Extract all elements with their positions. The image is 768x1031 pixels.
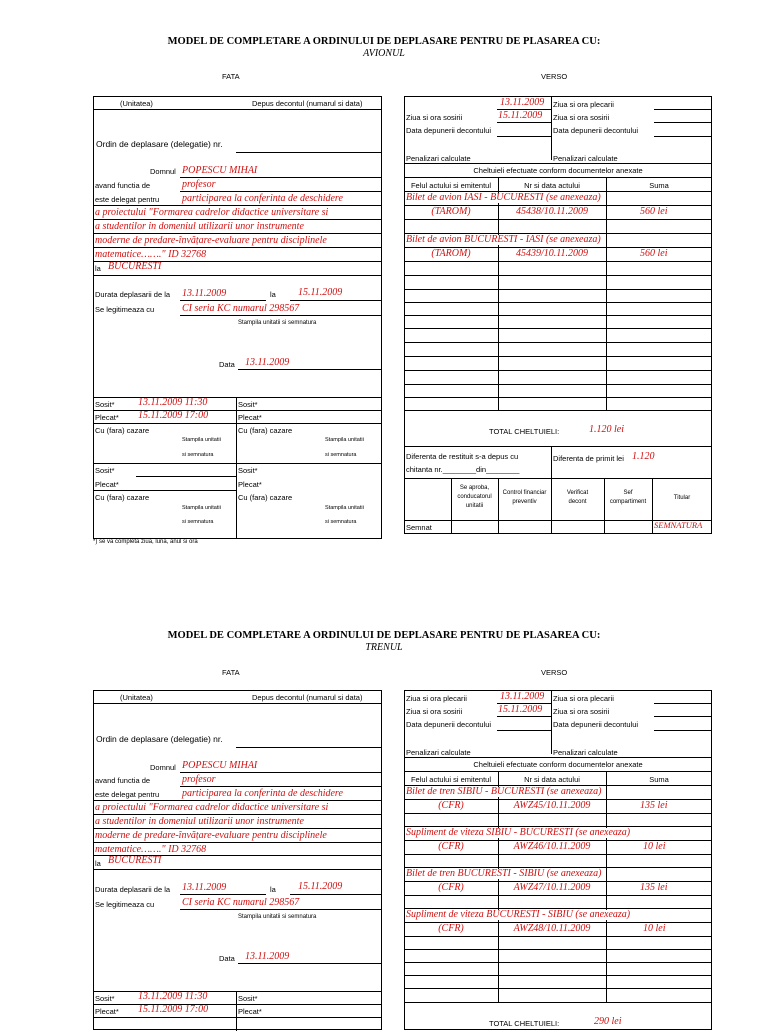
ordin-label: Ordin de deplasare (delegatie) nr. — [96, 734, 223, 744]
titular-cell: Titular — [673, 495, 691, 501]
stampila-small: Stampila unitatii — [182, 505, 221, 511]
fata-heading: FATA — [222, 668, 240, 677]
plecat-label: Plecat* — [95, 413, 119, 422]
domnul-value: POPESCU MIHAI — [182, 165, 258, 176]
penalizari-label: Penalizari calculate — [406, 154, 471, 163]
entry-desc: Bilet de avion IASI - BUCURESTI (se anexeaza) — [406, 193, 605, 203]
plecare-value: 13.11.2009 — [500, 97, 545, 108]
cheltuieli-header: Cheltuieli efectuate conform documentelor anexate — [473, 166, 643, 175]
penalizari-label: Penalizari calculate — [553, 154, 618, 163]
semnatura-value: SEMNATURA — [654, 520, 703, 530]
de-la-value: 13.11.2009 — [182, 882, 227, 893]
aprobare-cell: Se aproba, conducatorul unitatii — [457, 485, 492, 509]
col-suma: Suma — [649, 775, 669, 784]
entry-nr: AWZ48/10.11.2009 — [513, 923, 591, 934]
sosit-label: Sosit* — [95, 466, 115, 475]
ziua-sosirii-label: Ziua si ora sosirii — [553, 113, 610, 122]
entry-suma: 10 lei — [643, 923, 666, 934]
section-title: MODEL DE COMPLETARE A ORDINULUI DE DEPLASARE PENTRU DE PLASAREA CU: — [167, 630, 601, 641]
entry-nr: 45439/10.11.2009 — [515, 248, 589, 259]
de-la-value: 13.11.2009 — [182, 288, 227, 299]
functia-value: profesor — [182, 774, 216, 785]
chitanta: chitanta nr.________din________ — [406, 465, 520, 474]
penalizari-label: Penalizari calculate — [553, 748, 618, 757]
stampila-small: Stampila unitatii — [325, 437, 364, 443]
scop-line: a studentilor in domeniul utilizarii unor instrumente — [95, 221, 304, 232]
domnul-label: Domnul — [150, 763, 176, 772]
fata-heading: FATA — [222, 72, 240, 81]
cazare-label: Cu (fara) cazare — [95, 426, 150, 435]
plecat-label: Plecat* — [95, 1007, 119, 1016]
verso-heading: VERSO — [541, 72, 568, 81]
data-depunerii-label: Data depunerii decontului — [553, 720, 639, 729]
unitatea-label: (Unitatea) — [120, 693, 153, 702]
sosit-label: Sosit* — [95, 994, 115, 1003]
stampila-small: Stampila unitatii — [325, 505, 364, 511]
sosire-value: 15.11.2009 — [498, 110, 543, 121]
plecat-value: 15.11.2009 17:00 — [138, 1004, 209, 1015]
durata-label: Durata deplasarii de la — [95, 290, 171, 299]
entry-suma: 135 lei — [640, 882, 668, 893]
col-nr-data: Nr si data actului — [524, 775, 580, 784]
legitimatie-value: CI seria KC numarul 298567 — [182, 897, 300, 908]
entry-nr: 45438/10.11.2009 — [515, 206, 589, 217]
destinatie-value: BUCURESTI — [108, 261, 162, 272]
data-depunerii-label: Data depunerii decontului — [406, 126, 492, 135]
diferenta-primit: Diferenta de primit lei — [553, 454, 624, 463]
sosit-label: Sosit* — [238, 400, 258, 409]
domnul-label: Domnul — [150, 167, 176, 176]
diferenta-restituit: Diferenta de restituit s-a depus cu — [406, 452, 519, 461]
entry-emitent: (CFR) — [438, 800, 464, 811]
data-label: Data — [219, 360, 235, 369]
entry-suma: 10 lei — [643, 841, 666, 852]
stampila-small: si semnatura — [182, 519, 214, 525]
ziua-plecarii-label: Ziua si ora plecarii — [406, 694, 467, 703]
data-value: 13.11.2009 — [245, 357, 290, 368]
entry-desc: Bilet de tren BUCURESTI - SIBIU (se anexeaza) — [406, 869, 605, 879]
cheltuieli-header: Cheltuieli efectuate conform documentelor anexate — [473, 760, 643, 769]
entry-emitent: (CFR) — [438, 841, 464, 852]
entry-emitent: (CFR) — [438, 882, 464, 893]
entry-suma: 560 lei — [640, 206, 668, 217]
sosit-label: Sosit* — [238, 466, 258, 475]
cazare-label: Cu (fara) cazare — [95, 493, 150, 502]
sosit-value: 13.11.2009 11:30 — [138, 397, 208, 408]
section-title: MODEL DE COMPLETARE A ORDINULUI DE DEPLASARE PENTRU DE PLASAREA CU: — [167, 36, 601, 47]
scop-line: moderne de predare-învățare-evaluare pentru disciplinele — [95, 235, 327, 246]
stampila-small: Stampila unitatii — [182, 437, 221, 443]
pana-la-value: 15.11.2009 — [298, 881, 343, 892]
entry-desc: Supliment de viteza BUCURESTI - SIBIU (se anexeaza) — [406, 910, 634, 920]
cazare-label: Cu (fara) cazare — [238, 493, 293, 502]
scop-line: participarea la conferinta de deschidere — [182, 788, 343, 799]
stampila-small: si semnatura — [325, 452, 357, 458]
sef-cell: Sef compartiment — [609, 490, 647, 505]
col-felul: Felul actului si emitentul — [410, 775, 492, 784]
plecat-label: Plecat* — [238, 413, 262, 422]
entry-nr: AWZ47/10.11.2009 — [513, 882, 591, 893]
plecat-label: Plecat* — [238, 480, 262, 489]
sosit-value: 13.11.2009 11:30 — [138, 991, 208, 1002]
col-nr-data: Nr si data actului — [524, 181, 580, 190]
entry-emitent: (CFR) — [438, 923, 464, 934]
scop-line: a studentilor in domeniul utilizarii unor instrumente — [95, 816, 304, 827]
semnat-label: Semnat — [406, 523, 432, 532]
depus-label: Depus decontul (numarul si data) — [252, 99, 363, 108]
entry-nr: AWZ46/10.11.2009 — [513, 841, 591, 852]
verso-form — [404, 690, 712, 1030]
ziua-sosirii-label: Ziua si ora sosirii — [553, 707, 610, 716]
section-subtitle: AVIONUL — [363, 48, 405, 59]
functia-value: profesor — [182, 179, 216, 190]
entry-suma: 135 lei — [640, 800, 668, 811]
legitimeaza-label: Se legitimeaza cu — [95, 305, 155, 314]
scop-line: participarea la conferinta de deschidere — [182, 193, 343, 204]
delegat-label: este delegat pentru — [95, 195, 160, 204]
col-felul: Felul actului si emitentul — [410, 181, 492, 190]
ziua-plecarii-label: Ziua si ora plecarii — [553, 100, 614, 109]
section-subtitle: TRENUL — [365, 642, 403, 653]
ziua-sosirii-label: Ziua si ora sosirii — [406, 113, 463, 122]
verificat-cell: Verificat decont — [566, 490, 589, 505]
functia-label: avand functia de — [95, 776, 151, 785]
sosit-label: Sosit* — [238, 994, 258, 1003]
verso-heading: VERSO — [541, 668, 568, 677]
la-label: la — [95, 264, 101, 273]
stampila-small: si semnatura — [325, 519, 357, 525]
la-label: la — [95, 859, 101, 868]
pana-la-value: 15.11.2009 — [298, 287, 343, 298]
scop-line: a proiectului "Formarea cadrelor didactice universitare si — [95, 802, 329, 813]
stampila-label: Stampila unitatii si semnatura — [238, 320, 317, 326]
footnote: *) se va completa ziua, luna, anul si ora — [93, 539, 198, 545]
la-label-2: la — [270, 290, 276, 299]
legitimatie-value: CI seria KC numarul 298567 — [182, 303, 300, 314]
entry-desc: Bilet de tren SIBIU - BUCURESTI (se anexeaza) — [406, 787, 605, 797]
data-depunerii-label: Data depunerii decontului — [553, 126, 639, 135]
scop-line: matematice……." ID 32768 — [95, 249, 207, 260]
legitimeaza-label: Se legitimeaza cu — [95, 900, 155, 909]
scop-line: a proiectului "Formarea cadrelor didactice universitare si — [95, 207, 329, 218]
data-label: Data — [219, 954, 235, 963]
plecat-label: Plecat* — [95, 480, 119, 489]
ziua-plecarii-label: Ziua si ora plecarii — [553, 694, 614, 703]
total-value: 1.120 lei — [589, 424, 624, 435]
entry-emitent: (TAROM) — [431, 206, 471, 217]
entry-desc: Supliment de viteza SIBIU - BUCURESTI (se anexeaza) — [406, 828, 634, 838]
cazare-label: Cu (fara) cazare — [238, 426, 293, 435]
total-label: TOTAL CHELTUIELI: — [489, 1019, 560, 1028]
scop-line: moderne de predare-învățare-evaluare pentru disciplinele — [95, 830, 327, 841]
plecat-value: 15.11.2009 17:00 — [138, 410, 209, 421]
stampila-label: Stampila unitatii si semnatura — [238, 914, 317, 920]
functia-label: avand functia de — [95, 181, 151, 190]
plecat-label: Plecat* — [238, 1007, 262, 1016]
total-label: TOTAL CHELTUIELI: — [489, 427, 560, 436]
entry-suma: 560 lei — [640, 248, 668, 259]
depus-label: Depus decontul (numarul si data) — [252, 693, 363, 702]
unitatea-label: (Unitatea) — [120, 99, 153, 108]
delegat-label: este delegat pentru — [95, 790, 160, 799]
sosit-label: Sosit* — [95, 400, 115, 409]
entry-emitent: (TAROM) — [431, 248, 471, 259]
col-suma: Suma — [649, 181, 669, 190]
plecare-value: 13.11.2009 — [500, 691, 545, 702]
control-cell: Control financiar preventiv — [502, 490, 547, 505]
la-label-2: la — [270, 885, 276, 894]
diferenta-value: 1.120 — [632, 451, 655, 462]
entry-desc: Bilet de avion BUCURESTI - IASI (se anexeaza) — [406, 235, 605, 245]
domnul-value: POPESCU MIHAI — [182, 760, 258, 771]
data-depunerii-label: Data depunerii decontului — [406, 720, 492, 729]
entry-nr: AWZ45/10.11.2009 — [513, 800, 591, 811]
scop-line: matematice……." ID 32768 — [95, 844, 207, 855]
total-value: 290 lei — [594, 1016, 622, 1027]
sosire-value: 15.11.2009 — [498, 704, 543, 715]
durata-label: Durata deplasarii de la — [95, 885, 171, 894]
data-value: 13.11.2009 — [245, 951, 290, 962]
ziua-sosirii-label: Ziua si ora sosirii — [406, 707, 463, 716]
ordin-label: Ordin de deplasare (delegatie) nr. — [96, 139, 223, 149]
stampila-small: si semnatura — [182, 452, 214, 458]
penalizari-label: Penalizari calculate — [406, 748, 471, 757]
destinatie-value: BUCURESTI — [108, 855, 162, 866]
